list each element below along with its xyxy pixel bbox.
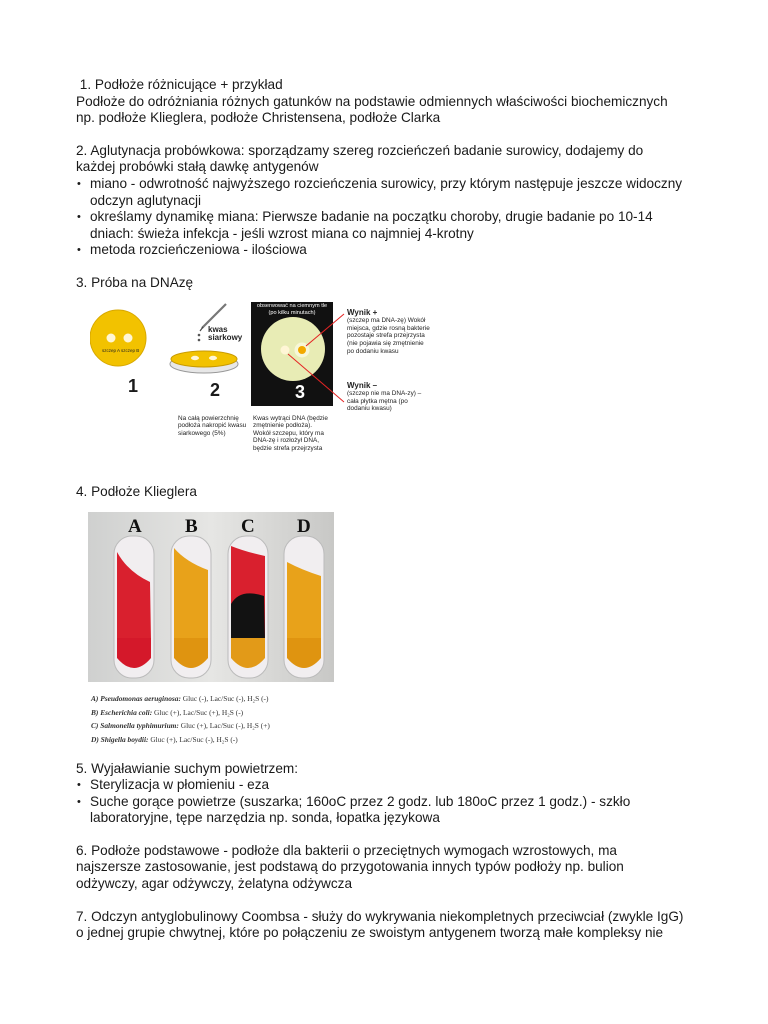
acid-label: kwas siarkowy [208, 324, 243, 342]
tube-a [114, 536, 154, 678]
legend-row: D) Shigella boydii: Gluc (+), Lac/Suc (-), H₂S (-) [91, 734, 238, 744]
tube-label-c: C [241, 516, 255, 538]
negative-result-note: Wynik – (szczep nie ma DNA-zy) – cała płytka mętna (po dodaniu kwasu) [347, 380, 422, 413]
section-6-text: 6. Podłoże podstawowe - podłoże dla bakterii o przeciętnych wymogach wzrostowych, ma [76, 842, 617, 858]
legend-row: A) Pseudomonas aeruginosa: Gluc (-), Lac/Suc (-), H₂S (-) [91, 694, 269, 704]
tube-label-d: D [297, 516, 311, 538]
section-3-heading: 3. Próba na DNAzę [76, 274, 194, 290]
section-7-text: o jednej grupie chwytnej, które po połączeniu ze swoistym antygenem tworzą małe kompleksy nie [76, 925, 664, 941]
section-4-heading: 4. Podłoże Klieglera [76, 483, 197, 499]
colony-label-a: szczep A [102, 347, 121, 353]
section-6-text: odżywczy, agar odżywczy, żelatyna odżywcza [76, 876, 353, 892]
list-item: • Sterylizacja w płomieniu - eza [76, 777, 716, 794]
step-number-2: 2 [210, 379, 221, 400]
dnase-test-figure [90, 302, 490, 480]
tube-label-a: A [128, 516, 142, 538]
section-2-list [76, 176, 716, 259]
step-number-1: 1 [128, 375, 139, 396]
section-2-text: każdej probówki stałą dawkę antygenów [76, 159, 319, 175]
list-item: • Suche gorące powietrze (suszarka; 160oC przez 2 godz. lub 180oC przez 1 godz.) - szkło laboratoryjne, tępe narzędzia np. sonda, łopatka językowa [76, 794, 716, 827]
legend-row: C) Salmonella typhimurium: Gluc (+), Lac/Suc (-), H₂S (+) [91, 721, 270, 731]
list-item: • miano - odwrotność najwyższego rozcieńczenia surowicy, przy którym następuje jeszcze widoczny odczyn aglutynacji [76, 176, 716, 209]
list-item: • metoda rozcieńczeniowa - ilościowa [76, 242, 716, 259]
tube-label-b: B [185, 516, 198, 538]
colony-label-b: szczep B [121, 347, 140, 353]
step-3-caption: Kwas wytrąci DNA (będzie zmętnienie podłoża). Wokół szczepu, który ma DNA-zę i rozłożył DNA, będzie strefa przejrzysta [253, 414, 328, 452]
step-number-3: 3 [295, 381, 306, 402]
kligler-tubes-illustration [88, 512, 334, 682]
section-1-heading: 1. Podłoże różnicujące + przykład [76, 77, 283, 92]
kligler-legend [91, 692, 716, 746]
section-6-text: najszersze zastosowanie, jest podstawą do przygotowania innych typów podłoży np. bulion [76, 859, 624, 875]
dark-panel-caption: obserwować na ciemnym tle (po kilku minutach) [256, 302, 328, 316]
positive-result-note: Wynik + (szczep ma DNA-zę) Wokół miejsca, gdzie rosną bakterie pozostaje strefa przejrzysta (nie pojawia się zmętnienie po dodaniu kwasu [347, 307, 430, 355]
dnase-illustration [90, 302, 490, 480]
kligler-tubes-photo [88, 512, 334, 682]
section-5-heading: 5. Wyjaławianie suchym powietrzem: [76, 760, 298, 776]
section-1-text: np. podłoże Klieglera, podłoże Christensena, podłoże Clarka [76, 110, 441, 126]
document-page [76, 77, 716, 942]
tube-b [171, 536, 211, 678]
tube-d [284, 536, 324, 678]
tube-c [228, 536, 268, 678]
step-2-caption: Na całą powierzchnię podłoża nakropić kwasu siarkowego (5%) [178, 414, 247, 437]
section-7-text: 7. Odczyn antyglobulinowy Coombsa - służy do wykrywania niekompletnych przeciwciał (zwykle IgG) [76, 908, 684, 924]
section-1-text: Podłoże do odróżniania różnych gatunków na podstawie odmiennych właściwości biochemicznych [76, 93, 668, 109]
section-2-text: 2. Aglutynacja probówkowa: sporządzamy szereg rozcieńczeń badanie surowicy, dodajemy do [76, 142, 644, 158]
legend-row: B) Escherichia coli: Gluc (+), Lac/Suc (+), H₂S (-) [91, 707, 244, 717]
list-item: • określamy dynamikę miana: Pierwsze badanie na początku choroby, drugie badanie po 10-14 dniach: świeża infekcja - jeśli wzrost miana co najmniej 4-krotny [76, 209, 716, 242]
section-5-list [76, 777, 716, 827]
